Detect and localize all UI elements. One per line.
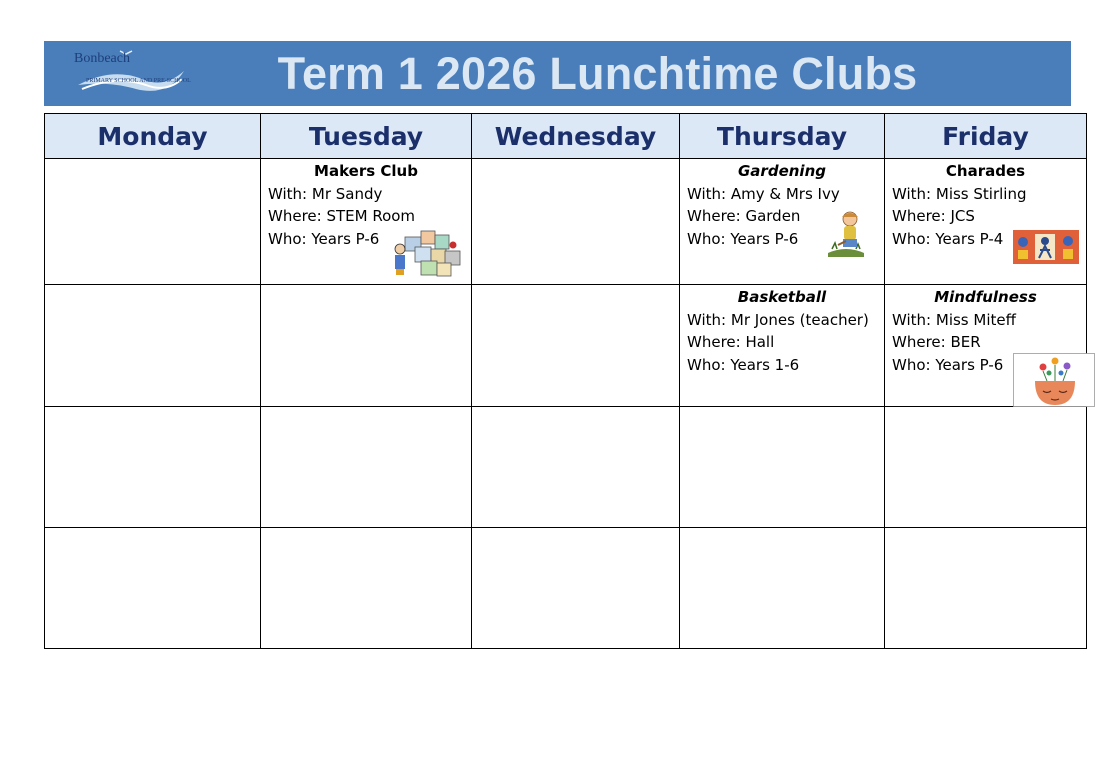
empty-cell xyxy=(45,528,261,649)
title-banner xyxy=(44,41,1071,106)
table-row xyxy=(45,528,1087,649)
club-where: Where: STEM Room xyxy=(268,207,416,225)
table-row xyxy=(45,407,1087,528)
empty-cell xyxy=(680,407,885,528)
empty-cell xyxy=(45,159,261,285)
day-header-tuesday: Tuesday xyxy=(261,114,472,159)
club-with: With: Amy & Mrs Ivy xyxy=(687,184,840,203)
club-title: Basketball xyxy=(737,288,827,306)
club-cell-makers xyxy=(261,159,472,285)
table-row xyxy=(45,285,1087,407)
empty-cell xyxy=(885,528,1087,649)
empty-cell xyxy=(261,285,472,407)
club-who: Who: Years 1-6 xyxy=(687,355,800,374)
club-title: Gardening xyxy=(738,162,826,180)
building-blocks-icon xyxy=(391,227,467,277)
empty-cell xyxy=(45,285,261,407)
empty-cell xyxy=(472,159,680,285)
club-with: With: Miss Miteff xyxy=(892,310,1016,329)
club-who: Who: Years P-6 xyxy=(892,355,1004,374)
day-header-monday: Monday xyxy=(45,114,261,159)
empty-cell xyxy=(472,285,680,407)
club-who: Who: Years P-4 xyxy=(892,229,1004,248)
day-header-friday: Friday xyxy=(885,114,1087,159)
club-who: Who: Years P-6 xyxy=(268,229,380,248)
club-where: Where: Garden xyxy=(687,207,801,225)
club-cell-basketball xyxy=(680,285,885,407)
club-title: Charades xyxy=(945,162,1026,180)
table-row xyxy=(45,159,1087,285)
clubs-timetable xyxy=(44,113,1087,649)
empty-cell xyxy=(45,407,261,528)
page-title: Term 1 2026 Lunchtime Clubs xyxy=(277,48,918,99)
club-who: Who: Years P-6 xyxy=(687,229,799,248)
charades-icon xyxy=(1013,230,1079,264)
club-title: Makers Club xyxy=(314,162,418,180)
logo-subtitle: PRIMARY SCHOOL AND PRE-SCHOOL xyxy=(86,78,191,84)
gardener-icon xyxy=(826,209,866,257)
empty-cell xyxy=(472,528,680,649)
club-with: With: Mr Jones (teacher) xyxy=(687,310,869,329)
empty-cell xyxy=(261,528,472,649)
mindful-head-icon xyxy=(1013,353,1095,407)
day-header-thursday: Thursday xyxy=(680,114,885,159)
day-header-row xyxy=(45,114,1087,159)
empty-cell xyxy=(680,528,885,649)
club-where: Where: Hall xyxy=(687,333,775,351)
club-cell-mindfulness xyxy=(885,285,1087,407)
club-with: With: Mr Sandy xyxy=(268,184,383,203)
club-title: Mindfulness xyxy=(934,288,1037,306)
club-cell-charades xyxy=(885,159,1087,285)
club-where: Where: BER xyxy=(892,333,981,351)
empty-cell xyxy=(885,407,1087,528)
logo-name: Bonbeach xyxy=(74,51,130,66)
club-cell-gardening xyxy=(680,159,885,285)
club-with: With: Miss Stirling xyxy=(892,184,1027,203)
club-where: Where: JCS xyxy=(892,207,975,225)
empty-cell xyxy=(472,407,680,528)
empty-cell xyxy=(261,407,472,528)
day-header-wednesday: Wednesday xyxy=(472,114,680,159)
